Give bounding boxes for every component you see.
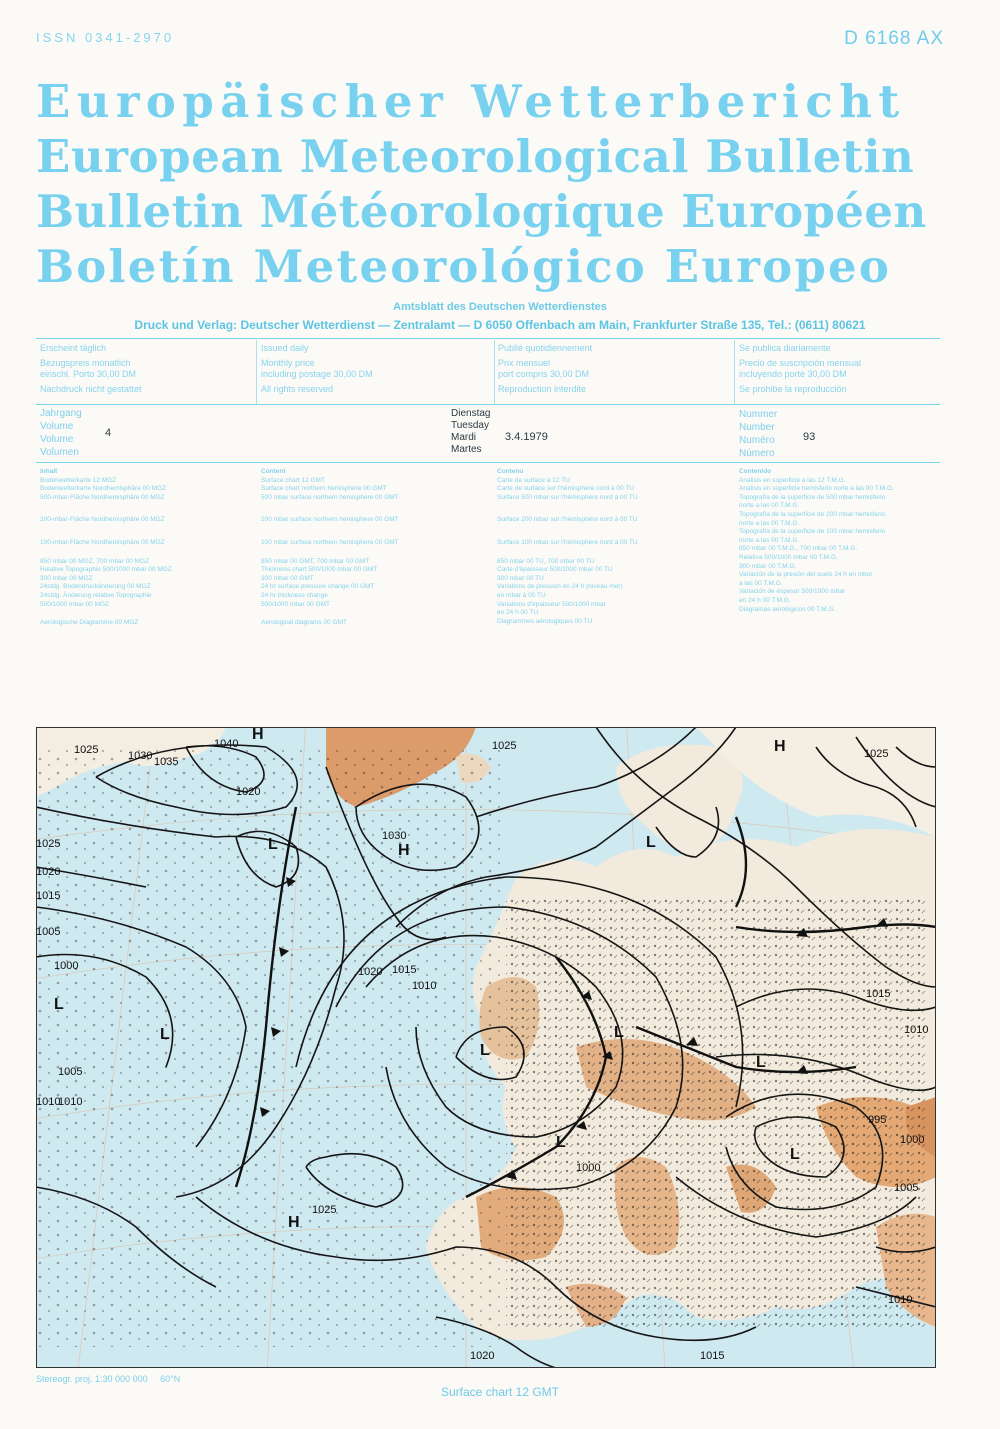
- contents-column-es: Contenido Análisis en superficie a las 12 T.M.G. Análisis en superficie hemisferio norte a las 00 T.M.G. Topografía de la superficie de 500 mbar hemisferio norte a las 00 T.M.G. Topografía de la superficie de 200 mbar hemisferio norte a las 00 T.M.G. Topografía de la superficie de 100 mbar hemisferio norte a las 00 T.M.G. 850 mbar 00 T.M.G., 700 mbar 00 T.M.G. Relativa 500/1000 mbar 00 T.M.G. 300 mbar 00 T.M.G. Variación de la presión del suelo 24 h en mbor a las 00 T.M.G. Variación de espesor 500/1000 mbar en 24 h 00 T.M.G. Diagramas aerológicos 00 T.M.G.: [739, 468, 894, 613]
- surface-weather-map: [36, 727, 936, 1368]
- isobar-label: 1010: [412, 980, 437, 992]
- number-labels: Nummer Number Numéro Número: [739, 409, 778, 459]
- col-divider: [494, 340, 495, 404]
- info-column-en: Issued daily Monthly price including postage 30,00 DM All rights reserved: [261, 343, 373, 394]
- isobar-label: 1025: [312, 1204, 337, 1216]
- isobar-label: 1010: [888, 1294, 913, 1306]
- low-pressure-marker: L: [756, 1054, 766, 1071]
- isobar-label: 1040: [214, 738, 239, 750]
- isobar-label: 1030: [382, 830, 407, 842]
- contents-column-en: Content Surface chart 12 GMT Surface chart northern hemisphere 00 GMT 500 mbar surface northern hemisphere 00 GMT 200 mbar surface northern hemisphere 00 GMT 100 mbar surface northern hemisphere 00 GMT 850 mbar 00 GMT, 700 mbar 00 GMT Thickness chart 500/1000 mbar 00 GMT 300 mbar 00 GMT 24 hr surface pressure change 00 GMT 24 hr thickness change 500/1000 mbar 00 GMT Aerological diagrams 00 GMT: [261, 468, 399, 627]
- low-pressure-marker: L: [646, 834, 656, 851]
- isobar-label: 995: [868, 1114, 887, 1126]
- title-english: European Meteorological Bulletin: [36, 130, 915, 183]
- map-latitude: 60°N: [160, 1374, 181, 1384]
- isobar-label: 1020: [36, 866, 61, 878]
- issue-date: 3.4.1979: [505, 431, 548, 443]
- isobar-label: 1025: [492, 740, 517, 752]
- low-pressure-marker: L: [556, 1134, 566, 1151]
- isobar-label: 1035: [154, 756, 179, 768]
- isobar-label: 1010: [36, 1096, 61, 1108]
- low-pressure-marker: L: [614, 1024, 624, 1041]
- low-pressure-marker: L: [160, 1026, 170, 1043]
- contents-column-fr: Contenu Carte de surface à 12 TU Carte de surface sur l'hémisphère nord à 00 TU Surface 500 mbar sur l'hémisphère nord à 00 TU Surface 200 mbar sur l'hémisphère nord à 00 TU Surface 100 mbar sur l'hémisphère nord à 00 TU 850 mbar 00 TU, 700 mbar 00 TU Carte d'épaisseur 500/1000 mbar 00 TU 300 mbar 00 TU Variations de pression en 24 h (niveau mer) en mbar à 00 TU Variations d'épaisseur 500/1000 mbar en 24 h 00 TU Diagrammes aérologiques 00 TU: [497, 468, 638, 625]
- isobar-label: 1015: [392, 964, 417, 976]
- contents-column-de: Inhalt Bodenwetterkarte 12 MGZ Bodenwetterkarte Nordhemisphäre 00 MGZ 500-mbar-Fläche Nordhemisphäre 00 MGZ 200-mbar-Fläche Nordhemisphäre 00 MGZ 100-mbar-Fläche Nordhemisphäre 00 MGZ 850 mbar 00 MGZ, 700 mbar 00 MGZ Relative Topographie 500/1000 mbar 00 MGZ 300 mbar 00 MGZ 24stdg. Bodendruckänderung 00 MGZ 24stdg. Änderung relative Topographie 500/1000 mbar 00 MGZ Aerologische Diagramme 00 MGZ: [40, 468, 172, 627]
- postal-code: D 6168 AX: [844, 28, 944, 49]
- rule-bottom: [36, 462, 940, 463]
- isobar-label: 1015: [866, 988, 891, 1000]
- title-spanish: Boletín Meteorológico Europeo: [36, 240, 892, 293]
- isobar-label: 1020: [470, 1350, 495, 1362]
- isobar-label: 1015: [700, 1350, 725, 1362]
- high-pressure-marker: H: [288, 1214, 300, 1231]
- isobar-label: 1005: [58, 1066, 83, 1078]
- isobar-label: 1000: [900, 1134, 925, 1146]
- isobar-label: 1015: [36, 890, 61, 902]
- isobar-label: 1000: [54, 960, 79, 972]
- col-divider: [734, 340, 735, 404]
- weekday-labels: Dienstag Tuesday Mardi Martes: [451, 408, 491, 455]
- issue-number: 93: [803, 431, 816, 443]
- low-pressure-marker: L: [54, 996, 64, 1013]
- title-german: Europäischer Wetterbericht: [36, 75, 906, 128]
- low-pressure-marker: L: [790, 1146, 800, 1163]
- info-column-es: Se publica diariamente Precio de suscripción mensual incluyendo porte 30,00 DM Se prohibe la reproducción: [739, 343, 862, 394]
- weather-map-svg: [36, 727, 936, 1368]
- isobar-label: 1000: [576, 1162, 601, 1174]
- isobar-label: 1005: [36, 926, 61, 938]
- isobar-label: 1005: [894, 1182, 919, 1194]
- volume-value: 4: [105, 427, 112, 439]
- low-pressure-marker: L: [480, 1042, 490, 1059]
- map-caption: Surface chart 12 GMT: [440, 1385, 560, 1399]
- isobar-label: 1020: [358, 966, 383, 978]
- rule-mid: [36, 404, 940, 405]
- isobar-label: 1030: [128, 750, 153, 762]
- issn-number: ISSN 0341-2970: [36, 30, 175, 45]
- isobar-label: 1025: [74, 744, 99, 756]
- high-pressure-marker: H: [774, 738, 786, 755]
- volume-labels: Jahrgang Volume Volume Volumen: [40, 408, 82, 458]
- isobar-label: 1025: [36, 838, 61, 850]
- title-french: Bulletin Météorologique Européen: [36, 185, 927, 238]
- isobar-label: 1010: [904, 1024, 929, 1036]
- info-column-fr: Publié quotidiennement Prix mensuel port compris 30,00 DM Reproduction interdite: [498, 343, 593, 394]
- info-column-de: Erscheint täglich Bezugspreis monatlich einschl. Porto 30,00 DM Nachdruck nicht gestattet: [40, 343, 142, 394]
- isobar-label: 1010: [58, 1096, 83, 1108]
- isobar-label: 1025: [864, 748, 889, 760]
- low-pressure-marker: L: [268, 836, 278, 853]
- high-pressure-marker: H: [398, 842, 410, 859]
- official-gazette-line: Amtsblatt des Deutschen Wetterdienstes: [393, 301, 607, 313]
- col-divider: [256, 340, 257, 404]
- rule-top: [36, 338, 940, 339]
- publisher-line: Druck und Verlag: Deutscher Wetterdienst — Zentralamt — D 6050 Offenbach am Main, Frankfurter Straße 135, Tel.: (0611) 80621: [134, 318, 866, 332]
- high-pressure-marker: H: [252, 727, 264, 743]
- isobar-label: 1020: [236, 786, 261, 798]
- map-projection: Stereogr. proj. 1:30 000 000 60°N: [36, 1374, 181, 1384]
